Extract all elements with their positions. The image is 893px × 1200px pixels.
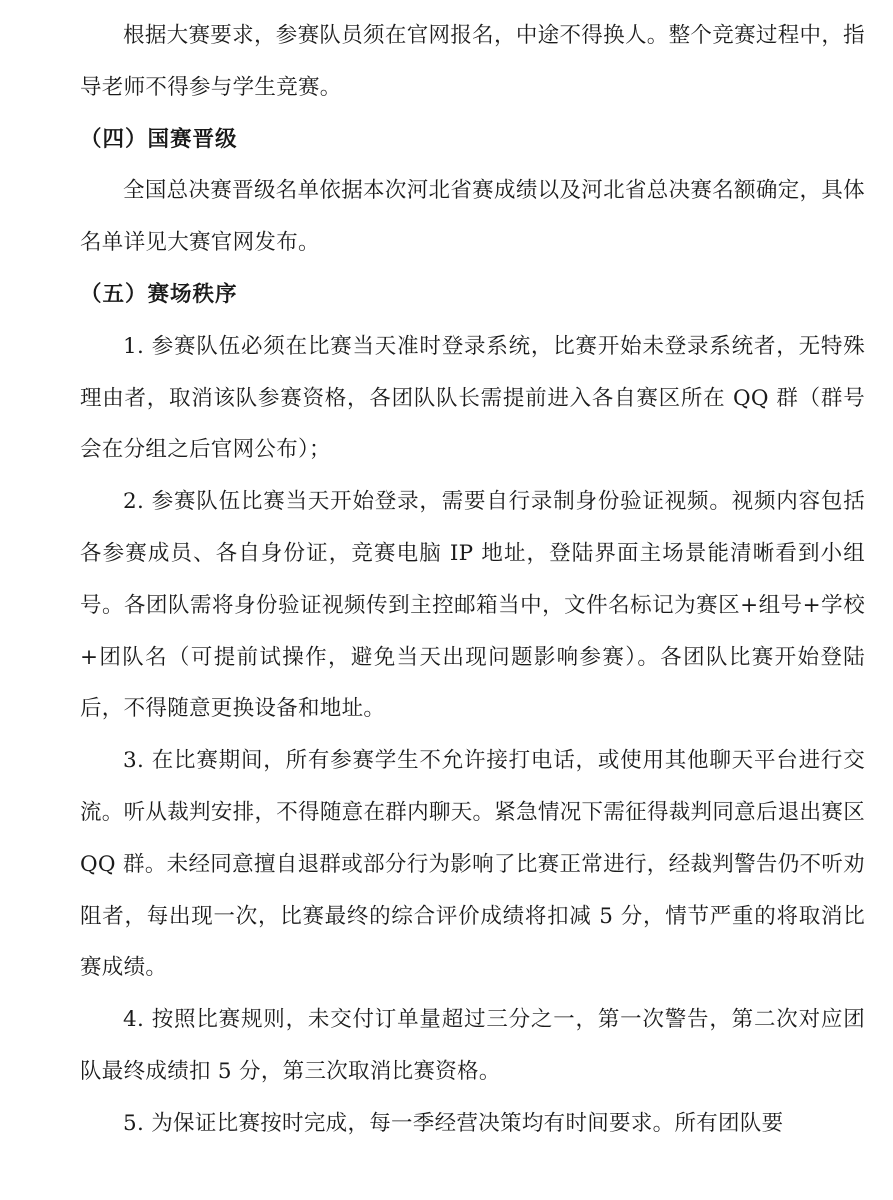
paragraph-national-advancement: 全国总决赛晋级名单依据本次河北省赛成绩以及河北省总决赛名额确定，具体名单详见大赛官网发布。 [80,178,865,256]
section-heading-venue-order: （五）赛场秩序 [80,281,238,307]
paragraph-rule-4: 4. 按照比赛规则，未交付订单量超过三分之一，第一次警告，第二次对应团队最终成绩扣 5 分，第三次取消比赛资格。 [80,1007,865,1084]
paragraph-registration: 根据大赛要求，参赛队员须在官网报名，中途不得换人。整个竞赛过程中，指导老师不得参与学生竞赛。 [80,23,865,100]
document-page [80,10,865,1150]
paragraph-rule-5: 5. 为保证比赛按时完成，每一季经营决策均有时间要求。所有团队要 [123,1110,784,1136]
section-heading-national-advancement: （四）国赛晋级 [80,126,238,152]
paragraph-rule-1: 1. 参赛队伍必须在比赛当天准时登录系统，比赛开始未登录系统者，无特殊理由者，取消该队参赛资格，各团队队长需提前进入各自赛区所在 QQ 群（群号会在分组之后官网公布）； [80,333,865,463]
paragraph-rule-2: 2. 参赛队伍比赛当天开始登录，需要自行录制身份验证视频。视频内容包括各参赛成员、各自身份证，竞赛电脑 IP 地址，登陆界面主场景能清晰看到小组号。各团队需将身份验证视频传到主控邮箱当中，文件名标记为赛区+组号+学校+团队名（可提前试操作，避免当天出现问题影响参赛）。各团队比赛开始登陆后，不得随意更换设备和地址。 [80,489,865,722]
paragraph-rule-3: 3. 在比赛期间，所有参赛学生不允许接打电话，或使用其他聊天平台进行交流。听从裁判安排，不得随意在群内聊天。紧急情况下需征得裁判同意后退出赛区 QQ 群。未经同意擅自退群或部分行为影响了比赛正常进行，经裁判警告仍不听劝阻者，每出现一次，比赛最终的综合评价成绩将扣减 5 分，情节严重的将取消比赛成绩。 [80,748,865,981]
